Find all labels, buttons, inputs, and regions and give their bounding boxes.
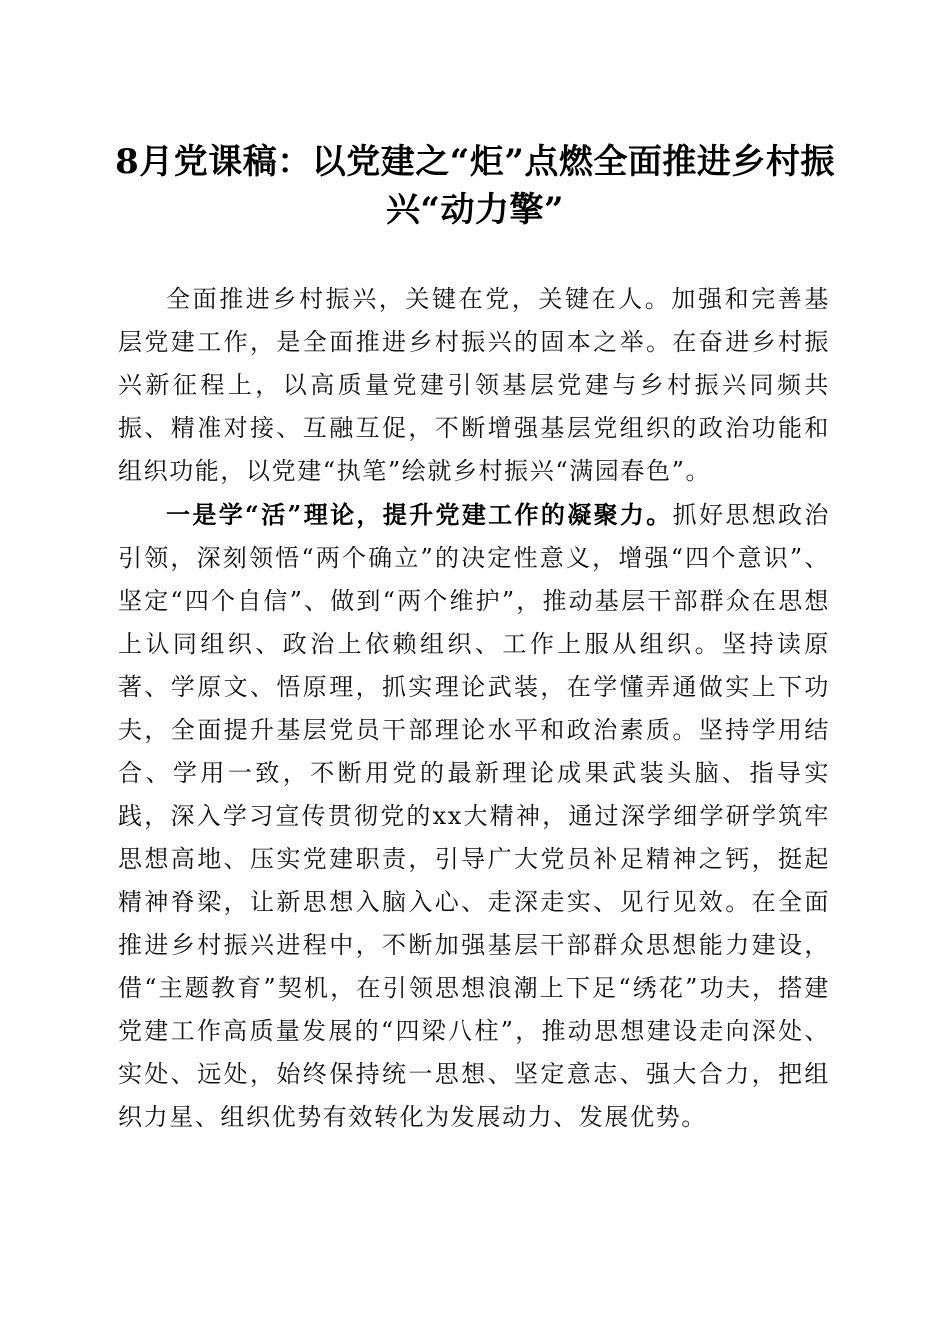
paragraph-intro [118,278,830,493]
paragraph-point-one-text: 抓好思想政治引领，深刻领悟“两个确立”的决定性意义，增强“四个意识”、坚定“四个自信”、做到“两个维护”，推动基层干部群众在思想上认同组织、政治上依赖组织、工作上服从组织。坚持读原著、学原文、悟原理，抓实理论武装，在学懂弄通做实上下功夫，全面提升基层党员干部理论水平和政治素质。坚持学用结合、学用一致，不断用党的最新理论成果武装头脑、指导实践，深入学习宣传贯彻党的xx大精神，通过深学细学研学筑牢思想高地、压实党建职责，引导广大党员补足精神之钙，挺起精神脊梁，让新思想入脑入心、走深走实、见行见效。在全面推进乡村振兴进程中，不断加强基层干部群众思想能力建设，借“主题教育”契机，在引领思想浪潮上下足“绣花”功夫，搭建党建工作高质量发展的“四梁八柱”，推动思想建设走向深处、实处、远处，始终保持统一思想、坚定意志、强大合力，把组织力星、组织优势有效转化为发展动力、发展优势。 [118,501,830,1131]
paragraph-point-one [118,493,830,1139]
document-body [118,278,830,1139]
document-title: 8月党课稿：以党建之“炬”点燃全面推进乡村振兴“动力擎” [115,142,835,230]
paragraph-intro-text: 全面推进乡村振兴，关键在党，关键在人。加强和完善基层党建工作，是全面推进乡村振兴的固本之举。在奋进乡村振兴新征程上，以高质量党建引领基层党建与乡村振兴同频共振、精准对接、互融互促，不断增强基层党组织的政治功能和组织功能，以党建“执笔”绘就乡村振兴“满园春色”。 [118,285,830,485]
paragraph-point-one-lead: 一是学“活”理论，提升党建工作的凝聚力。 [166,500,673,529]
